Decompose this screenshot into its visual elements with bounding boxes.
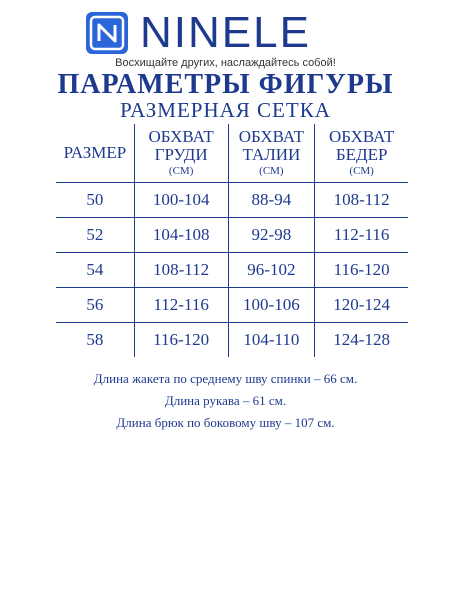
table-row bbox=[56, 322, 408, 357]
cell-waist: 92-98 bbox=[228, 218, 315, 252]
notes bbox=[0, 368, 451, 434]
cell-size: 50 bbox=[86, 190, 104, 209]
header-size-label: РАЗМЕР bbox=[63, 143, 127, 162]
table-row bbox=[56, 252, 408, 287]
header-hips-unit: (СМ) bbox=[349, 165, 374, 177]
cell-chest: 112-116 bbox=[134, 288, 228, 322]
note-jacket-length: Длина жакета по среднему шву спинки – 66 см. bbox=[93, 371, 358, 386]
page-subtitle: РАЗМЕРНАЯ СЕТКА bbox=[120, 98, 331, 122]
page-title: ПАРАМЕТРЫ ФИГУРЫ bbox=[57, 69, 394, 100]
cell-size: 56 bbox=[86, 295, 104, 314]
header-waist-line1: ОБХВАТ bbox=[238, 127, 305, 146]
brand-tagline: Восхищайте других, наслаждайтесь собой! bbox=[115, 57, 336, 69]
cell-chest: 116-120 bbox=[134, 323, 228, 357]
cell-chest: 100-104 bbox=[134, 183, 228, 217]
cell-chest: 108-112 bbox=[134, 253, 228, 287]
table-row bbox=[56, 217, 408, 252]
cell-size: 52 bbox=[86, 225, 104, 244]
note-sleeve-length: Длина рукава – 61 см. bbox=[164, 393, 287, 408]
cell-hips: 112-116 bbox=[314, 218, 408, 252]
brand-logo-icon bbox=[86, 12, 128, 54]
header-chest-unit: (СМ) bbox=[168, 165, 194, 177]
header-waist-unit: (СМ) bbox=[259, 165, 284, 177]
cell-size: 54 bbox=[86, 260, 104, 279]
header-hips-line2: БЕДЕР bbox=[335, 145, 388, 164]
table-row bbox=[56, 287, 408, 322]
size-table-header bbox=[56, 124, 408, 182]
cell-hips: 120-124 bbox=[314, 288, 408, 322]
header-hips-line1: ОБХВАТ bbox=[328, 127, 395, 146]
cell-hips: 108-112 bbox=[314, 183, 408, 217]
cell-waist: 104-110 bbox=[228, 323, 315, 357]
cell-waist: 96-102 bbox=[228, 253, 315, 287]
header-chest-line1: ОБХВАТ bbox=[148, 127, 214, 146]
brand-name: NINELE bbox=[140, 8, 311, 57]
header-hips bbox=[314, 124, 408, 182]
cell-waist: 88-94 bbox=[228, 183, 315, 217]
header-size bbox=[56, 124, 134, 182]
cell-chest: 104-108 bbox=[134, 218, 228, 252]
cell-size: 58 bbox=[86, 330, 104, 349]
cell-hips: 116-120 bbox=[314, 253, 408, 287]
cell-hips: 124-128 bbox=[314, 323, 408, 357]
table-row bbox=[56, 182, 408, 217]
note-trousers-length: Длина брюк по боковому шву – 107 см. bbox=[116, 415, 335, 430]
brand-header bbox=[0, 8, 451, 68]
header-chest-line2: ГРУДИ bbox=[154, 145, 208, 164]
cell-waist: 100-106 bbox=[228, 288, 315, 322]
size-table bbox=[56, 124, 408, 357]
header-waist bbox=[228, 124, 315, 182]
header-chest bbox=[134, 124, 228, 182]
header-waist-line2: ТАЛИИ bbox=[242, 145, 301, 164]
